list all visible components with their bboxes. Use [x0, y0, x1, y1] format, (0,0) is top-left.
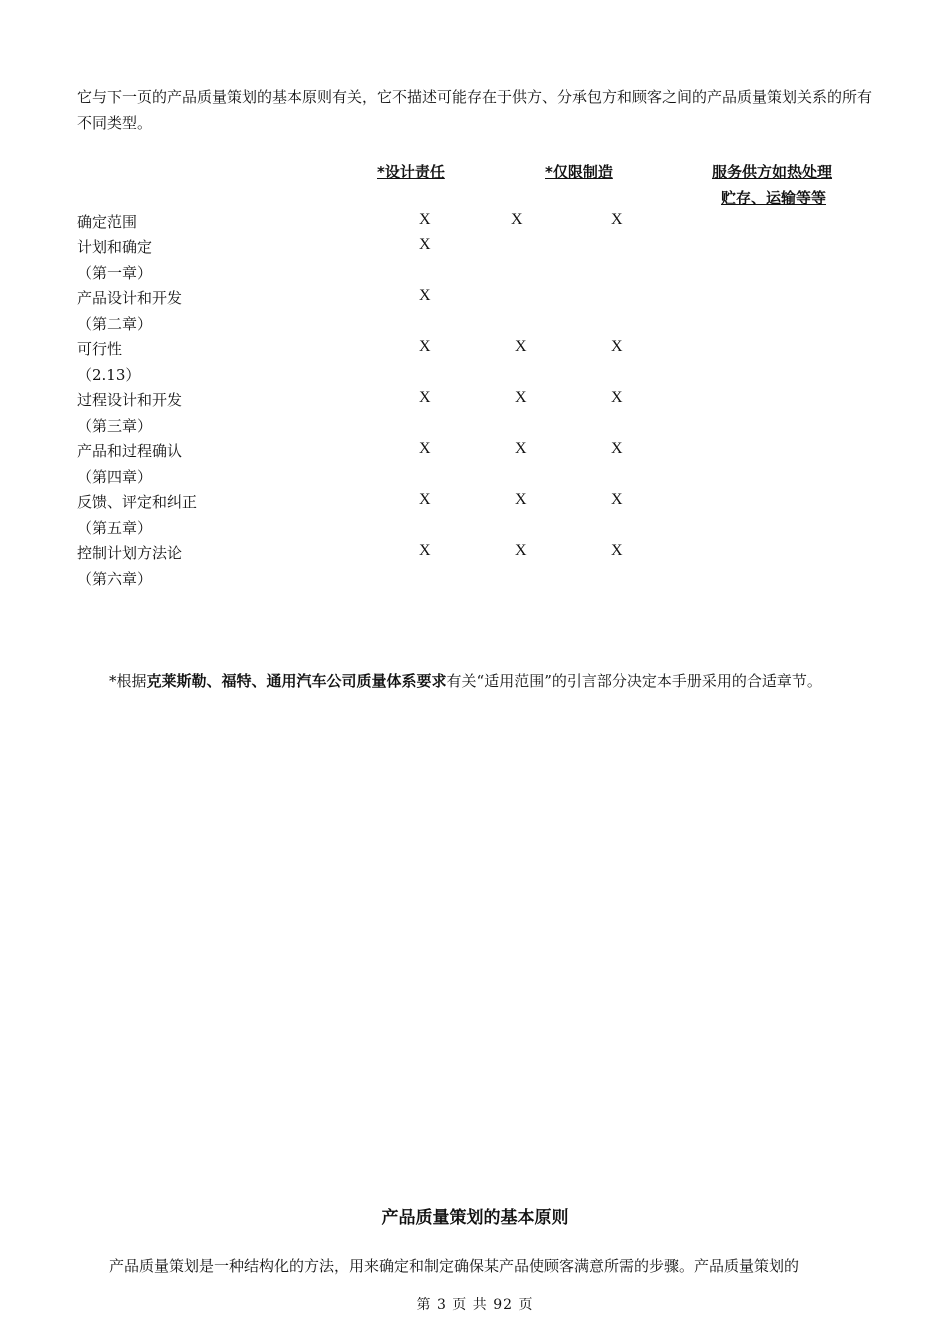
mark-service: X — [611, 440, 623, 457]
footnote-prefix: *根据 — [109, 672, 147, 690]
mark-manufacture: X — [515, 440, 527, 457]
section-title: 产品质量策划的基本原则 — [381, 1208, 569, 1228]
row-title: 控制计划方法论 — [77, 544, 183, 562]
mark-manufacture: X — [515, 491, 527, 508]
mark-design: X — [419, 389, 431, 406]
mark-service: X — [611, 542, 623, 559]
mark-design: X — [419, 491, 431, 508]
row-title: 产品设计和开发 — [77, 289, 183, 307]
mark-design: X — [419, 338, 431, 355]
mark-design: X — [419, 236, 431, 253]
header-service-supplier-line2: 贮存、运输等等 — [721, 189, 827, 207]
row-chapter: （第四章） — [77, 468, 153, 486]
row-chapter: （第六章） — [77, 570, 153, 588]
mark-manufacture: X — [515, 338, 527, 355]
mark-service: X — [611, 338, 623, 355]
row-title: 反馈、评定和纠正 — [77, 493, 198, 511]
row-title: 确定范围 — [77, 213, 138, 231]
mark-design: X — [419, 287, 431, 304]
row-chapter: （第三章） — [77, 417, 153, 435]
footnote-suffix: 有关“适用范围”的引言部分决定本手册采用的合适章节。 — [446, 672, 822, 690]
row-chapter: （2.13） — [77, 366, 141, 384]
header-manufacture-only: *仅限制造 — [545, 163, 613, 181]
row-chapter: （第五章） — [77, 519, 153, 537]
row-title: 过程设计和开发 — [77, 391, 183, 409]
mark-design: X — [419, 211, 431, 228]
intro-paragraph: 它与下一页的产品质量策划的基本原则有关，它不描述可能存在于供方、分承包方和顾客之间的产品质量策划关系的所有不同类型。 — [77, 88, 873, 132]
row-chapter: （第二章） — [77, 315, 153, 333]
header-design-responsibility: *设计责任 — [377, 163, 445, 181]
mark-design: X — [419, 542, 431, 559]
mark-manufacture: X — [511, 211, 523, 228]
mark-service: X — [611, 211, 623, 228]
mark-service: X — [611, 491, 623, 508]
footnote — [77, 668, 883, 694]
mark-manufacture: X — [515, 542, 527, 559]
section-body: 产品质量策划是一种结构化的方法，用来确定和制定确保某产品使顾客满意所需的步骤。产品质量策划的 — [109, 1257, 800, 1275]
footnote-bold-reference: 克莱斯勒、福特、通用汽车公司质量体系要求 — [146, 672, 447, 690]
row-title: 产品和过程确认 — [77, 442, 183, 460]
row-chapter: （第一章） — [77, 264, 153, 282]
page-footer: 第 3 页 共 92 页 — [416, 1297, 534, 1313]
mark-service: X — [611, 389, 623, 406]
header-service-supplier-line1: 服务供方如热处理 — [712, 163, 833, 181]
row-title: 计划和确定 — [77, 238, 153, 256]
mark-design: X — [419, 440, 431, 457]
row-title: 可行性 — [77, 340, 123, 358]
mark-manufacture: X — [515, 389, 527, 406]
